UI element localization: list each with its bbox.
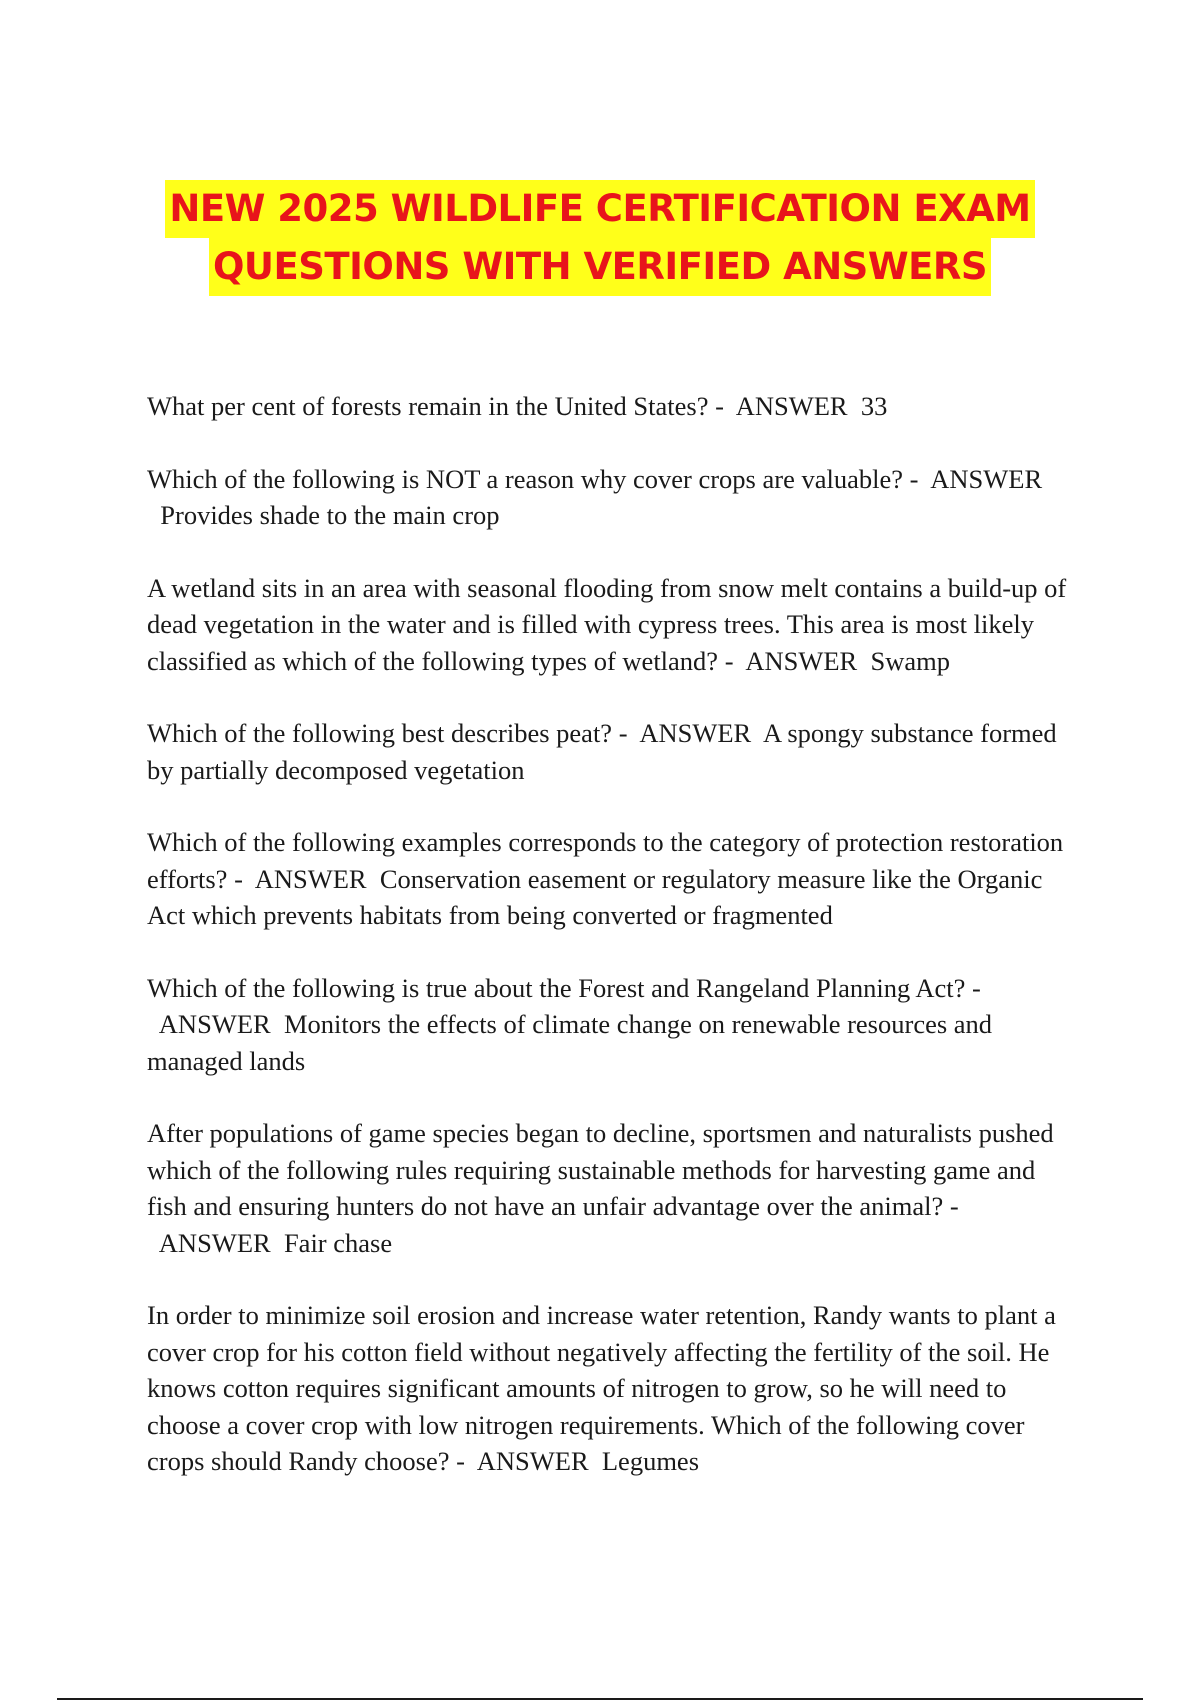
qa-item-1	[147, 388, 1077, 425]
page-title	[0, 180, 1200, 296]
qa-item-5	[147, 824, 1077, 934]
question-answer-list	[147, 388, 1077, 1516]
answer-marker: ANSWER	[745, 645, 858, 676]
title-line-1: NEW 2025 WILDLIFE CERTIFICATION EXAM	[165, 180, 1034, 238]
qa-item-4	[147, 715, 1077, 788]
answer-text: Fair chase	[283, 1227, 393, 1258]
question-text: Which of the following best describes peat? -	[147, 718, 628, 748]
answer-marker: ANSWER	[476, 1446, 589, 1476]
answer-marker: ANSWER	[930, 463, 1043, 494]
answer-text: Provides shade to the main crop	[160, 500, 500, 530]
answer-marker: ANSWER	[639, 718, 752, 748]
answer-text: Swamp	[870, 645, 950, 676]
answer-text: 33	[860, 391, 888, 421]
question-text: Which of the following is true about the Forest and Rangeland Planning Act? -	[147, 972, 981, 1003]
question-text: Which of the following examples corresponds to the category of protection restoration efforts? -	[147, 827, 1064, 894]
qa-item-6	[147, 970, 1077, 1080]
qa-item-2	[147, 461, 1077, 534]
answer-text: Conservation easement or regulatory measure like the Organic Act which prevents habitats from being converted or fragmented	[147, 863, 1043, 930]
answer-text: A spongy substance formed by partially decomposed vegetation	[147, 718, 1057, 785]
answer-marker: ANSWER	[158, 1009, 271, 1039]
answer-marker: ANSWER	[254, 863, 367, 894]
answer-text: Monitors the effects of climate change on renewable resources and managed lands	[147, 1009, 993, 1076]
question-text: In order to minimize soil erosion and increase water retention, Randy wants to plant a cover crop for his cotton field without negatively affecting the fertility of the soil. He knows cotton requires significant amounts of nitrogen to grow, so he will need to choose a cover crop with low nitrogen requirements. Which of the following cover crops should Randy choose? -	[147, 1300, 1056, 1476]
question-text: Which of the following is NOT a reason why cover crops are valuable? -	[147, 463, 919, 494]
question-text: After populations of game species began to decline, sportsmen and naturalists pushed which of the following rules requiring sustainable methods for harvesting game and fish and ensuring hunters do not have an unfair advantage over the animal? -	[147, 1118, 1054, 1221]
question-text: What per cent of forests remain in the United States? -	[147, 391, 724, 421]
answer-text: Legumes	[601, 1446, 700, 1476]
qa-item-3	[147, 570, 1077, 680]
question-text: A wetland sits in an area with seasonal flooding from snow melt contains a build-up of dead vegetation in the water and is filled with cypress trees. This area is most likely classified as which of the following types of wetland? -	[147, 572, 1067, 676]
qa-item-8	[147, 1297, 1077, 1480]
answer-marker: ANSWER	[735, 391, 848, 421]
title-line-2: QUESTIONS WITH VERIFIED ANSWERS	[209, 238, 991, 296]
answer-marker: ANSWER	[158, 1227, 271, 1258]
qa-item-7	[147, 1115, 1077, 1261]
